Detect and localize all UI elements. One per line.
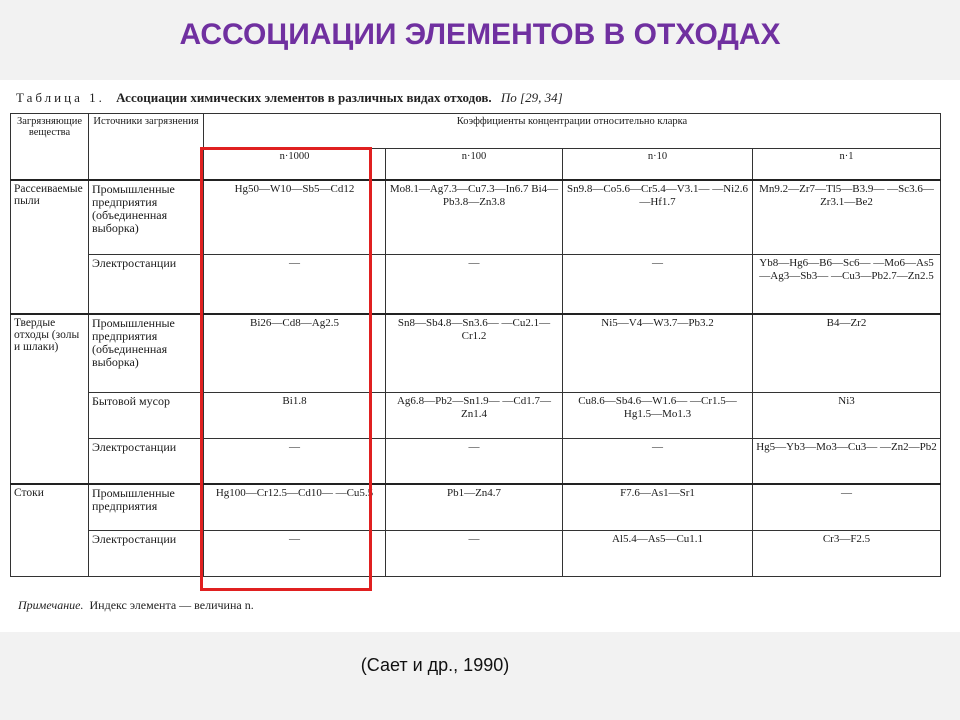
category-cell: Твердые отходы (золы и шлаки) <box>11 314 89 484</box>
source-cell: Промышленные предприятия (объединенная выборка) <box>89 314 204 392</box>
table-note-label: Примечание. <box>18 598 84 612</box>
table-row <box>11 484 941 530</box>
table-note-text: Индекс элемента — величина n. <box>89 598 254 612</box>
value-cell: — <box>204 438 386 484</box>
association-table <box>10 113 941 577</box>
value-cell: Ag6.8—Pb2—Sn1.9— —Cd1.7—Zn1.4 <box>386 392 563 438</box>
source-cell: Электростанции <box>89 254 204 314</box>
value-cell: Bi1.8 <box>204 392 386 438</box>
value-cell: Ni5—V4—W3.7—Pb3.2 <box>563 314 753 392</box>
value-cell: B4—Zr2 <box>753 314 941 392</box>
source-cell: Электростанции <box>89 438 204 484</box>
slide-title: АССОЦИАЦИИ ЭЛЕМЕНТОВ В ОТХОДАХ <box>179 18 781 51</box>
source-cell: Бытовой мусор <box>89 392 204 438</box>
value-cell: Ni3 <box>753 392 941 438</box>
table-row <box>11 530 941 576</box>
value-cell: — <box>386 438 563 484</box>
table-caption-source: По [29, 34] <box>500 90 563 105</box>
scanned-table-document <box>0 80 960 632</box>
value-cell: Cr3—F2.5 <box>753 530 941 576</box>
value-cell: — <box>204 254 386 314</box>
header-level-100: n·100 <box>386 149 563 181</box>
value-cell: — <box>563 438 753 484</box>
table-note <box>18 598 254 613</box>
table-row <box>11 314 941 392</box>
source-cell: Промышленные предприятия (объединенная выборка) <box>89 180 204 254</box>
table-row <box>11 180 941 254</box>
header-pollutant: Загрязняющие вещества <box>11 114 89 181</box>
source-cell: Промышленные предприятия <box>89 484 204 530</box>
table-caption-label: Таблица 1. <box>16 90 105 105</box>
header-coefficients: Коэффициенты концентрации относительно кларка <box>204 114 941 149</box>
value-cell: — <box>753 484 941 530</box>
highlight-frame <box>200 147 372 591</box>
table-row <box>11 254 941 314</box>
value-cell: Al5.4—As5—Cu1.1 <box>563 530 753 576</box>
value-cell: — <box>204 530 386 576</box>
citation: (Сает и др., 1990) <box>360 655 510 675</box>
value-cell: Cu8.6—Sb4.6—W1.6— —Cr1.5—Hg1.5—Mo1.3 <box>563 392 753 438</box>
value-cell: Hg5—Yb3—Mo3—Cu3— —Zn2—Pb2 <box>753 438 941 484</box>
value-cell: Sn8—Sb4.8—Sn3.6— —Cu2.1—Cr1.2 <box>386 314 563 392</box>
header-source: Источники загрязнения <box>89 114 204 181</box>
value-cell: Pb1—Zn4.7 <box>386 484 563 530</box>
value-cell: — <box>563 254 753 314</box>
category-cell: Рассеиваемые пыли <box>11 180 89 314</box>
value-cell: Bi26—Cd8—Ag2.5 <box>204 314 386 392</box>
table-caption <box>16 90 563 106</box>
category-cell: Стоки <box>11 484 89 576</box>
value-cell: Hg50—W10—Sb5—Cd12 <box>204 180 386 254</box>
value-cell: — <box>386 254 563 314</box>
value-cell: Yb8—Hg6—B6—Sc6— —Mo6—As5—Ag3—Sb3— —Cu3—Pb2.7—Zn2.5 <box>753 254 941 314</box>
value-cell: Mo8.1—Ag7.3—Cu7.3—In6.7 Bi4—Pb3.8—Zn3.8 <box>386 180 563 254</box>
value-cell: Hg100—Cr12.5—Cd10— —Cu5.5 <box>204 484 386 530</box>
value-cell: Sn9.8—Co5.6—Cr5.4—V3.1— —Ni2.6—Hf1.7 <box>563 180 753 254</box>
value-cell: — <box>386 530 563 576</box>
table-row <box>11 438 941 484</box>
header-level-10: n·10 <box>563 149 753 181</box>
value-cell: F7.6—As1—Sr1 <box>563 484 753 530</box>
header-level-1: n·1 <box>753 149 941 181</box>
source-cell: Электростанции <box>89 530 204 576</box>
value-cell: Mn9.2—Zr7—Tl5—B3.9— —Sc3.6—Zr3.1—Be2 <box>753 180 941 254</box>
table-row <box>11 392 941 438</box>
table-caption-text: Ассоциации химических элементов в различных видах отходов. <box>116 90 492 105</box>
header-level-1000: n·1000 <box>204 149 386 181</box>
